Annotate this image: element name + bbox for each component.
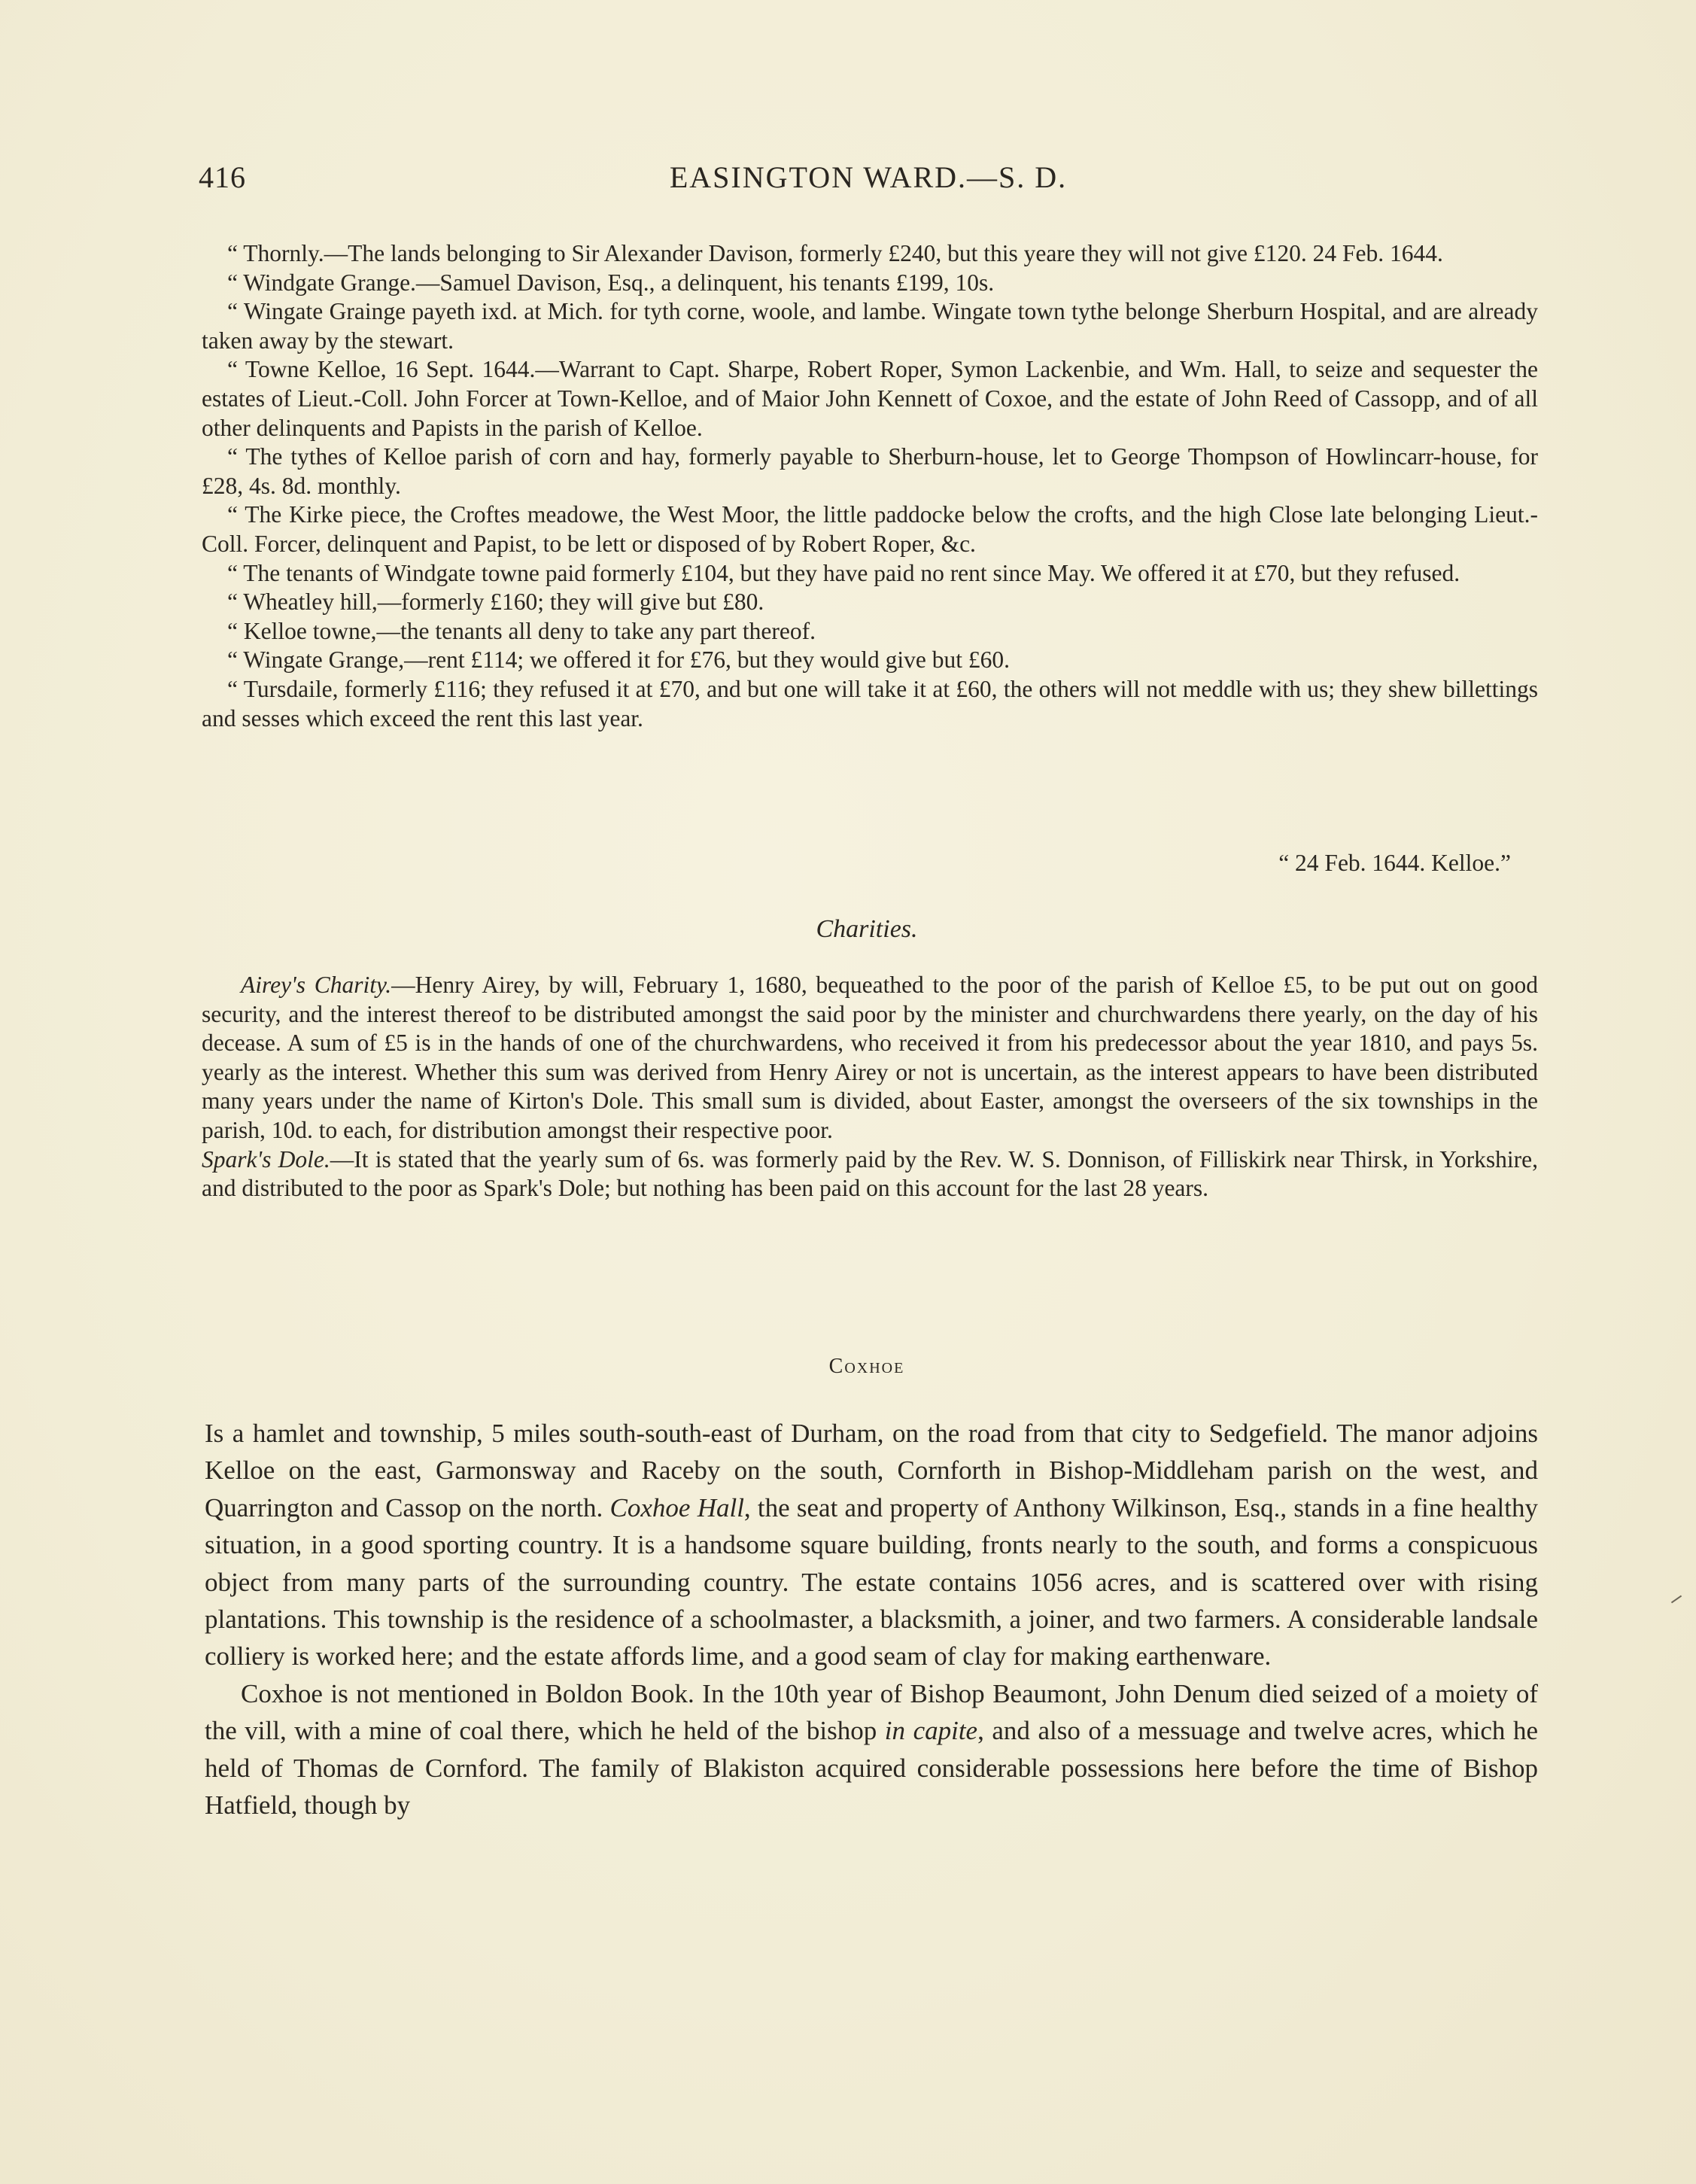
coxhoe-hall-name: Coxhoe Hall <box>609 1492 744 1522</box>
aireys-charity-text: —Henry Airey, by will, February 1, 1680, bequeathed to the poor of the parish of Kelloe £5, to be put out on good security, and the interest thereof to be distributed amongst the said poor by the minister and churchwardens there yearly, on the day of his decease. A sum of £5 is in the hands of one of the churchwardens, who received it from his predecessor about the year 1810, and pays 5s. yearly as the interest. Whether this sum was derived from Henry Airey or not is uncertain, as the interest appears to have been distributed many years under the name of Kirton's Dole. This small sum is divided, about Easter, amongst the overseers of the six townships in the parish, 10d. to each, for distribution amongst their respective poor. <box>202 972 1539 1143</box>
coxhoe-p1-text-b: , the seat and property of Anthony Wilkinson, Esq., stands in a fine healthy situation, in a good sporting country. It is a handsome square building, fronts nearly to the south, and forms a conspicuous object from many parts of the surrounding country. The estate contains 1056 acres, and is scattered over with rising plantations. This township is the residence of a schoolmaster, a blacksmith, a joiner, and two farmers. A considerable landsale colliery is worked here; and the estate affords lime, and a good seam of clay for making earthenware. <box>205 1492 1538 1671</box>
record-thornly: “ Thornly.—The lands belonging to Sir Alexander Davison, formerly £240, but this yeare they will not give £120. 24 Feb. 1644. <box>227 240 1443 266</box>
record-wingate-grange: “ Wingate Grange,—rent £114; we offered it for £76, but they would give but £60. <box>227 646 1011 674</box>
record-windgate-grange: “ Windgate Grange.—Samuel Davison, Esq., a delinquent, his tenants £199, 10s. <box>227 269 995 296</box>
coxhoe-paragraph-1 <box>205 1415 1538 1675</box>
in-capite-phrase: in capite <box>884 1716 978 1746</box>
coxhoe-p2-text-a: Coxhoe is not mentioned in Boldon Book. In the 10th year of Bishop Beaumont, John Denum died seized of a moiety of the vill, with a mine of coal there, which he held of the bishop <box>205 1678 1538 1746</box>
coxhoe-p2-text-b: , and also of a messuage and twelve acres, which he held of Thomas de Cornford. The family of Blakiston acquired considerable possessions here before the time of Bishop Hatfield, though by <box>205 1716 1538 1821</box>
coxhoe-section <box>205 1415 1538 1824</box>
coxhoe-heading: Coxhoe <box>828 1355 905 1378</box>
aireys-charity-title: Airey's Charity. <box>241 972 392 998</box>
record-kelloe-tythes: “ The tythes of Kelloe parish of corn and hay, formerly payable to Sherburn-house, let to George Thompson of Howlincarr-house, for £28, 4s. 8d. monthly. <box>202 443 1538 499</box>
coxhoe-paragraph-2 <box>205 1675 1538 1824</box>
charities-heading: Charities. <box>816 915 918 943</box>
record-tursdaile: “ Tursdaile, formerly £116; they refused it at £70, and but one will take it at £60, the others will not meddle with us; they shew billettings and sesses which exceed the rent this last year. <box>202 675 1538 732</box>
record-kelloe-towne: “ Kelloe towne,—the tenants all deny to take any part thereof. <box>227 617 816 644</box>
charities-section <box>202 971 1538 1203</box>
record-signoff: “ 24 Feb. 1644. Kelloe.” <box>1278 850 1511 876</box>
page-number: 416 <box>199 160 246 194</box>
sparks-dole-paragraph <box>202 1145 1538 1203</box>
record-kirke-piece: “ The Kirke piece, the Croftes meadowe, the West Moor, the little paddocke below the crofts, and the high Close late belonging Lieut.-Coll. Forcer, delinquent and Papist, to be lett or disposed of by Robert Roper, &c. <box>202 501 1538 557</box>
running-title: EASINGTON WARD.—S. D. <box>669 160 1068 194</box>
record-windgate-towne: “ The tenants of Windgate towne paid formerly £104, but they have paid no rent since May. We offered it at £70, but they refused. <box>227 559 1460 586</box>
record-wingate-grainge: “ Wingate Grainge payeth ixd. at Mich. for tyth corne, woole, and lambe. Wingate town tythe belonge Sherburn Hospital, and are already taken away by the stewart. <box>202 298 1538 354</box>
sparks-dole-title: Spark's Dole. <box>202 1145 330 1173</box>
coxhoe-p1-text-a: Is a hamlet and township, 5 miles south-south-east of Durham, on the road from that city to Sedgefield. The manor adjoins Kelloe on the east, Garmonsway and Raceby on the south, Cornforth in Bishop-Middleham parish on the west, and Quarrington and Cassop on the north. <box>205 1419 1538 1522</box>
record-towne-kelloe: “ Towne Kelloe, 16 Sept. 1644.—Warrant to Capt. Sharpe, Robert Roper, Symon Lackenbie, and Wm. Hall, to seize and sequester the estates of Lieut.-Coll. John Forcer at Town-Kelloe, and of Maior John Kennett of Coxoe, and the estate of John Reed of Cassopp, and of all other delinquents and Papists in the parish of Kelloe. <box>202 356 1538 441</box>
margin-mark <box>1671 1595 1682 1604</box>
sparks-dole-text: —It is stated that the yearly sum of 6s. was formerly paid by the Rev. W. S. Donnison, of Filliskirk near Thirsk, in Yorkshire, and distributed to the poor as Spark's Dole; but nothing has been paid on this account for the last 28 years. <box>202 1145 1538 1202</box>
record-wheatley-hill: “ Wheatley hill,—formerly £160; they will give but £80. <box>227 589 764 616</box>
page-header <box>199 160 1500 205</box>
quoted-records <box>202 239 1538 733</box>
aireys-charity-paragraph <box>202 971 1538 1145</box>
